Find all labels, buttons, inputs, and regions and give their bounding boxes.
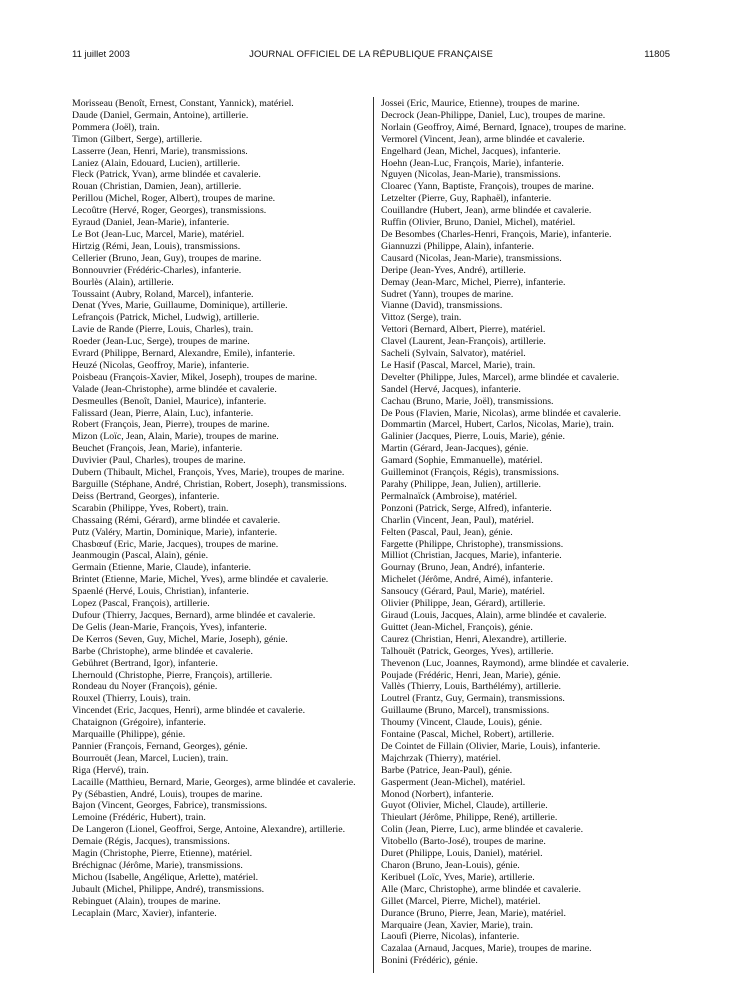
list-item: Vianne (David), transmissions. xyxy=(381,300,503,312)
page-header xyxy=(72,49,670,63)
list-item: Deiss (Bertrand, Georges), infanterie. xyxy=(72,490,220,502)
list-item: Bréchignac (Jérôme, Marie), transmissions. xyxy=(72,860,243,871)
list-item: Morisseau (Benoît, Ernest, Constant, Yannick), matériel. xyxy=(72,98,294,109)
list-item: Lavie de Rande (Pierre, Louis, Charles), train. xyxy=(72,324,254,336)
list-item: Ruffin (Olivier, Bruno, Daniel, Michel), matériel. xyxy=(381,217,576,229)
list-item: Duvivier (Paul, Charles), troupes de marine. xyxy=(72,455,246,467)
list-item: Engelhard (Jean, Michel, Jacques), infanterie. xyxy=(381,145,561,157)
list-item: Dufour (Thierry, Jacques, Bernard), arme blindée et cavalerie. xyxy=(72,609,316,621)
list-item: Vermorel (Vincent, Jean), arme blindée et cavalerie. xyxy=(381,133,585,145)
list-item: Poujade (Frédéric, Henri, Jean, Marie), génie. xyxy=(381,669,561,681)
list-item: Cazalaa (Arnaud, Jacques, Marie), troupes de marine. xyxy=(381,943,592,955)
list-item: Decrock (Jean-Philippe, Daniel, Luc), troupes de marine. xyxy=(381,109,606,121)
list-item: Charon (Bruno, Jean-Louis), génie. xyxy=(381,860,520,871)
list-item: Michou (Isabelle, Angélique, Arlette), matériel. xyxy=(72,871,259,883)
list-item: Guyot (Olivier, Michel, Claude), artillerie. xyxy=(381,800,548,812)
list-item: Evrard (Philippe, Bernard, Alexandre, Emile), infanterie. xyxy=(72,348,296,360)
list-item: Spaenlé (Hervé, Louis, Christian), infanterie. xyxy=(72,586,249,598)
list-item: Valade (Jean-Christophe), arme blindée et cavalerie. xyxy=(72,383,277,395)
list-item: Le Hasif (Pascal, Marcel, Marie), train. xyxy=(381,359,536,371)
list-item: Chataignon (Grégoire), infanterie. xyxy=(72,717,206,729)
list-item: Riga (Hervé), train. xyxy=(72,764,149,776)
list-item: Fontaine (Pascal, Michel, Robert), artillerie. xyxy=(381,729,555,741)
list-item: De Cointet de Fillain (Olivier, Marie, Louis), infanterie. xyxy=(381,740,601,752)
list-item: Sudret (Yann), troupes de marine. xyxy=(381,288,514,300)
list-item: Deripe (Jean-Yves, André), artillerie. xyxy=(381,264,526,276)
list-item: Galinier (Jacques, Pierre, Louis, Marie), génie. xyxy=(381,431,565,443)
list-item: Rebinguet (Alain), troupes de marine. xyxy=(72,895,221,907)
list-item: Duret (Philippe, Louis, Daniel), matériel. xyxy=(381,848,543,860)
header-title: JOURNAL OFFICIEL DE LA RÉPUBLIQUE FRANÇAISE xyxy=(249,49,493,60)
column-divider xyxy=(373,97,374,973)
list-item: Bourlès (Alain), artillerie. xyxy=(72,276,174,288)
list-item: Sansoucy (Gérard, Paul, Marie), matériel. xyxy=(381,586,545,598)
list-item: Brintet (Etienne, Marie, Michel, Yves), arme blindée et cavalerie. xyxy=(72,574,329,586)
list-item: Desmeulles (Benoît, Daniel, Maurice), infanterie. xyxy=(72,395,267,407)
list-item: Olivier (Philippe, Jean, Gérard), artillerie. xyxy=(381,598,546,610)
list-item: Barbe (Christophe), arme blindée et cavalerie. xyxy=(72,645,253,657)
list-item: Py (Sébastien, André, Louis), troupes de marine. xyxy=(72,788,263,800)
list-item: Demay (Jean-Marc, Michel, Pierre), infanterie. xyxy=(381,276,566,288)
list-item: Vettori (Bernard, Albert, Pierre), matériel. xyxy=(381,324,546,336)
list-item: Scarabin (Philippe, Yves, Robert), train. xyxy=(72,502,229,514)
list-item: Chassaing (Rémi, Gérard), arme blindée et cavalerie. xyxy=(72,514,281,526)
list-item: Milliot (Christian, Jacques, Marie), infanterie. xyxy=(381,550,562,562)
list-item: Giannuzzi (Philippe, Alain), infanterie. xyxy=(381,240,534,252)
list-item: Lasserre (Jean, Henri, Marie), transmissions. xyxy=(72,145,248,157)
list-item: Causard (Nicolas, Jean-Marie), transmissions. xyxy=(381,252,562,264)
list-item: Guittet (Jean-Michel, François), génie. xyxy=(381,621,533,633)
list-item: Roeder (Jean-Luc, Serge), troupes de marine. xyxy=(72,336,250,348)
list-item: Fargette (Philippe, Christophe), transmissions. xyxy=(381,538,564,550)
list-item: Sandel (Hervé, Jacques), infanterie. xyxy=(381,383,521,395)
list-item: Bajon (Vincent, Georges, Fabrice), transmissions. xyxy=(72,800,268,812)
list-item: Marquaille (Philippe), génie. xyxy=(72,729,186,741)
list-item: Norlain (Geoffroy, Aimé, Bernard, Ignace), troupes de marine. xyxy=(381,121,627,133)
list-item: Parahy (Philippe, Jean, Julien), artillerie. xyxy=(381,479,541,490)
list-item: Majchrzak (Thierry), matériel. xyxy=(381,752,501,764)
list-item: Le Bot (Jean-Luc, Marcel, Marie), matériel. xyxy=(72,228,245,240)
list-item: Gasperment (Jean-Michel), matériel. xyxy=(381,776,526,788)
list-item: Mizon (Loïc, Jean, Alain, Marie), troupes de marine. xyxy=(72,431,279,443)
list-item: Lhernould (Christophe, Pierre, François), artillerie. xyxy=(72,669,273,681)
list-item: Nguyen (Nicolas, Jean-Marie), transmissions. xyxy=(381,169,561,181)
list-item: De Langeron (Lionel, Geoffroi, Serge, Antoine, Alexandre), artillerie. xyxy=(72,824,346,836)
list-item: Vittoz (Serge), train. xyxy=(381,312,462,324)
list-item: Barguille (Stéphane, André, Christian, Robert, Joseph), transmissions. xyxy=(72,479,347,490)
right-column xyxy=(381,98,671,967)
list-item: Toussaint (Aubry, Roland, Marcel), infanterie. xyxy=(72,288,254,300)
list-item: Keribuel (Loïc, Yves, Marie), artillerie. xyxy=(381,871,535,883)
list-item: Fleck (Patrick, Yvan), arme blindée et cavalerie. xyxy=(72,169,261,181)
list-item: Pannier (François, Fernand, Georges), génie. xyxy=(72,740,248,752)
list-item: Develter (Philippe, Jules, Marcel), arme blindée et cavalerie. xyxy=(381,371,620,383)
left-column xyxy=(72,98,366,920)
list-item: Giraud (Louis, Jacques, Alain), arme blindée et cavalerie. xyxy=(381,609,607,621)
list-item: Clavel (Laurent, Jean-François), artillerie. xyxy=(381,336,546,348)
list-item: Loutrel (Frantz, Guy, Germain), transmissions. xyxy=(381,693,565,705)
list-item: Sacheli (Sylvain, Salvator), matériel. xyxy=(381,348,526,360)
list-item: Marquaire (Jean, Xavier, Marie), train. xyxy=(381,919,533,931)
list-item: Bonnouvrier (Frédéric-Charles), infanterie. xyxy=(72,264,242,276)
list-item: Perillou (Michel, Roger, Albert), troupes de marine. xyxy=(72,193,276,205)
list-item: De Besombes (Charles-Henri, François, Marie), infanterie. xyxy=(381,228,612,240)
list-item: Vitobello (Barto-José), troupes de marine. xyxy=(381,836,546,848)
list-item: Putz (Valéry, Martin, Dominique, Marie), infanterie. xyxy=(72,526,278,538)
list-item: Lefrançois (Patrick, Michel, Ludwig), artillerie. xyxy=(72,312,260,324)
list-item: Gillet (Marcel, Pierre, Michel), matériel. xyxy=(381,895,541,907)
list-item: Bourrouët (Jean, Marcel, Lucien), train. xyxy=(72,752,229,764)
list-item: Cellerier (Bruno, Jean, Guy), troupes de marine. xyxy=(72,252,262,264)
list-item: Magin (Christophe, Pierre, Etienne), matériel. xyxy=(72,848,253,860)
list-item: Cloarec (Yann, Baptiste, François), troupes de marine. xyxy=(381,181,594,193)
list-item: Permalnaïck (Ambroise), matériel. xyxy=(381,490,518,502)
list-item: Jossei (Eric, Maurice, Etienne), troupes de marine. xyxy=(381,98,580,109)
list-item: Lecaplain (Marc, Xavier), infanterie. xyxy=(72,907,217,919)
list-item: Hirtzig (Rémi, Jean, Louis), transmissions. xyxy=(72,240,241,252)
list-item: Germain (Etienne, Marie, Claude), infanterie. xyxy=(72,562,251,574)
list-item: Dubern (Thibault, Michel, François, Yves, Marie), troupes de marine. xyxy=(72,467,345,479)
list-item: Lecoûtre (Hervé, Roger, Georges), transmissions. xyxy=(72,205,267,217)
list-item: Pommera (Joël), train. xyxy=(72,121,160,133)
list-item: Chasbœuf (Eric, Marie, Jacques), troupes de marine. xyxy=(72,538,279,550)
list-item: Hoehn (Jean-Luc, François, Marie), infanterie. xyxy=(381,157,564,169)
list-item: Thieulart (Jérôme, Philippe, René), artillerie. xyxy=(381,812,558,824)
list-item: Barbe (Patrice, Jean-Paul), génie. xyxy=(381,764,513,776)
list-item: Rouan (Christian, Damien, Jean), artillerie. xyxy=(72,181,242,193)
list-item: Colin (Jean, Pierre, Luc), arme blindée et cavalerie. xyxy=(381,824,584,836)
list-item: Vallès (Thierry, Louis, Barthélémy), artillerie. xyxy=(381,681,561,693)
list-item: Demaie (Régis, Jacques), transmissions. xyxy=(72,836,230,848)
list-item: Thevenon (Luc, Joannes, Raymond), arme blindée et cavalerie. xyxy=(381,657,629,669)
list-item: Falissard (Jean, Pierre, Alain, Luc), infanterie. xyxy=(72,407,254,419)
list-item: Couillandre (Hubert, Jean), arme blindée et cavalerie. xyxy=(381,205,592,217)
list-item: Rondeau du Noyer (François), génie. xyxy=(72,681,218,693)
list-item: Vincendet (Eric, Jacques, Henri), arme blindée et cavalerie. xyxy=(72,705,306,717)
list-item: Timon (Gilbert, Serge), artillerie. xyxy=(72,133,203,145)
list-item: Eyraud (Daniel, Jean-Marie), infanterie. xyxy=(72,217,230,229)
list-item: Gebühret (Bertrand, Igor), infanterie. xyxy=(72,657,218,669)
list-item: Poisbeau (François-Xavier, Mikel, Joseph), troupes de marine. xyxy=(72,371,318,383)
list-item: Laniez (Alain, Edouard, Lucien), artillerie. xyxy=(72,157,241,169)
list-item: Guillaume (Bruno, Marcel), transmissions. xyxy=(381,705,550,717)
list-item: Lopez (Pascal, François), artillerie. xyxy=(72,598,210,610)
list-item: Lemoine (Frédéric, Hubert), train. xyxy=(72,812,206,824)
list-item: De Gelis (Jean-Marie, François, Yves), infanterie. xyxy=(72,621,267,633)
list-item: Jeanmougin (Pascal, Alain), génie. xyxy=(72,550,209,562)
list-item: Denat (Yves, Marie, Guillaume, Dominique), artillerie. xyxy=(72,300,288,312)
list-item: Martin (Gérard, Jean-Jacques), génie. xyxy=(381,443,529,455)
list-item: Charlin (Vincent, Jean, Paul), matériel. xyxy=(381,514,534,526)
list-item: Gamard (Sophie, Emmanuelle), matériel. xyxy=(381,455,543,467)
list-item: Daude (Daniel, Germain, Antoine), artillerie. xyxy=(72,109,249,121)
list-item: Ponzoni (Patrick, Serge, Alfred), infanterie. xyxy=(381,502,552,514)
list-item: Felten (Pascal, Paul, Jean), génie. xyxy=(381,526,513,538)
list-item: Dommartin (Marcel, Hubert, Carlos, Nicolas, Marie), train. xyxy=(381,419,614,431)
list-item: Beuchet (François, Jean, Marie), infanterie. xyxy=(72,443,243,455)
header-page-number: 11805 xyxy=(644,49,670,60)
header-date: 11 juillet 2003 xyxy=(72,49,130,60)
list-item: Heuzé (Nicolas, Geoffroy, Marie), infanterie. xyxy=(72,359,250,371)
list-item: Letzelter (Pierre, Guy, Raphaël), infanterie. xyxy=(381,193,552,205)
list-item: Rouxel (Thierry, Louis), train. xyxy=(72,693,191,705)
list-item: Alle (Marc, Christophe), arme blindée et cavalerie. xyxy=(381,883,581,895)
list-item: Laoufi (Pierre, Nicolas), infanterie. xyxy=(381,931,520,943)
list-item: Thoumy (Vincent, Claude, Louis), génie. xyxy=(381,717,543,729)
list-item: Gournay (Bruno, Jean, André), infanterie. xyxy=(381,562,545,574)
list-item: Michelet (Jérôme, André, Aimé), infanterie. xyxy=(381,574,553,586)
list-item: De Pous (Flavien, Marie, Nicolas), arme blindée et cavalerie. xyxy=(381,407,621,419)
list-item: Durance (Bruno, Pierre, Jean, Marie), matériel. xyxy=(381,907,566,919)
list-item: Guilleminot (François, Régis), transmissions. xyxy=(381,467,559,479)
list-item: De Kerros (Seven, Guy, Michel, Marie, Joseph), génie. xyxy=(72,633,288,645)
list-item: Lacaille (Matthieu, Bernard, Marie, Georges), arme blindée et cavalerie. xyxy=(72,776,356,788)
list-item: Bonini (Frédéric), génie. xyxy=(381,955,478,967)
list-item: Talhouët (Patrick, Georges, Yves), artillerie. xyxy=(381,645,554,657)
list-item: Cachau (Bruno, Marie, Joël), transmissions. xyxy=(381,395,554,407)
list-item: Robert (François, Jean, Pierre), troupes de marine. xyxy=(72,419,270,431)
list-item: Monod (Norbert), infanterie. xyxy=(381,788,494,800)
list-item: Caurez (Christian, Henri, Alexandre), artillerie. xyxy=(381,633,567,645)
list-item: Jubault (Michel, Philippe, André), transmissions. xyxy=(72,883,265,895)
